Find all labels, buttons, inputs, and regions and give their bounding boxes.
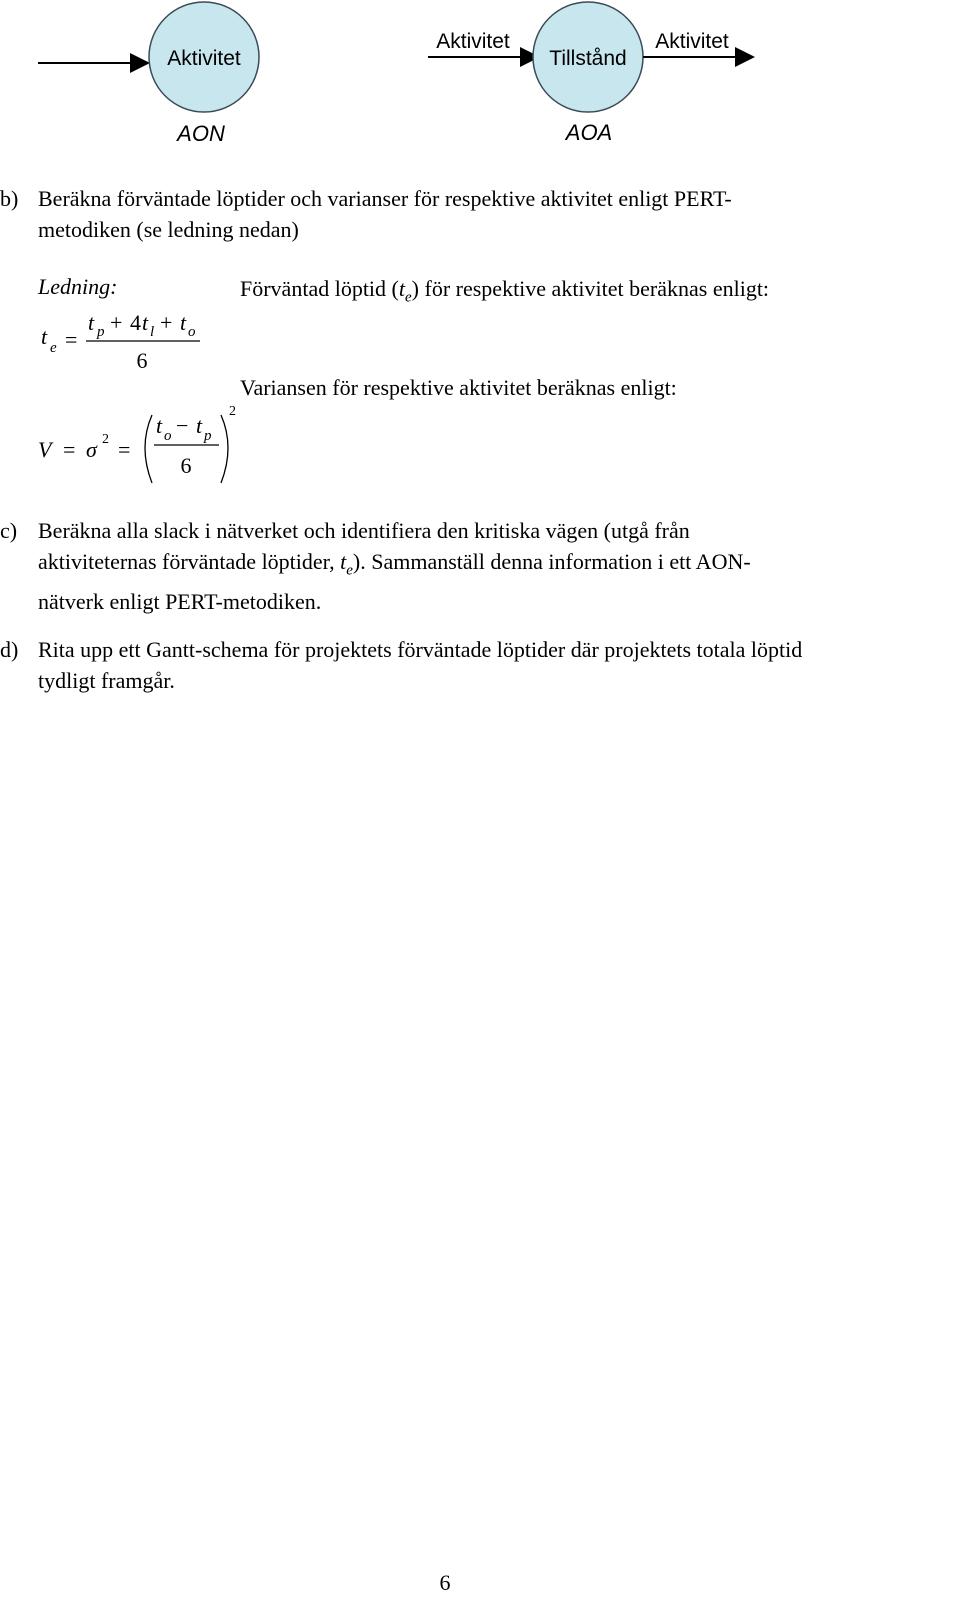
formula-te-num-plus2: + <box>160 310 173 335</box>
formula-v-eq2: = <box>118 437 131 462</box>
hint-label: Ledning: <box>38 274 118 299</box>
expected-text-after: ) för respektive aktivitet beräknas enligt: <box>411 276 770 301</box>
question-d-line2: tydligt framgår. <box>38 668 175 693</box>
question-c-text <box>38 515 958 617</box>
formula-te-num-s3: o <box>188 324 196 340</box>
expected-text-before: Förväntad löptid ( <box>240 276 399 301</box>
formula-v-denominator: 6 <box>180 453 192 478</box>
formula-v-eq1: = <box>63 437 76 462</box>
formula-te <box>0 300 240 380</box>
variance-text: Variansen för respektive aktivitet beräknas enligt: <box>240 375 677 400</box>
formula-variance <box>0 395 260 495</box>
question-b-line1: Beräkna förväntade löptider och varianser för respektive aktivitet enligt PERT- <box>38 186 732 211</box>
network-diagram <box>0 0 960 160</box>
formula-v-num-t2: t <box>196 413 203 438</box>
question-b <box>0 183 960 247</box>
question-c-line2-var: t <box>340 549 347 574</box>
formula-te-equals: = <box>65 327 78 352</box>
formula-te-num-plus1: + <box>110 310 123 335</box>
formula-te-num-coef: 4 <box>130 310 141 335</box>
formula-te-num-t2: t <box>142 310 149 335</box>
expected-duration-text <box>240 273 769 313</box>
aon-caption: AON <box>177 121 225 146</box>
question-b-label: b) <box>0 186 19 211</box>
expected-text-var: t <box>398 276 405 301</box>
aoa-node-label: Tillstånd <box>549 47 627 70</box>
expected-text-sub: e <box>405 289 412 306</box>
formula-v-sigma-exp: 2 <box>102 432 109 447</box>
question-c-line2 <box>38 546 958 586</box>
formula-v-outer-exp: 2 <box>229 404 236 419</box>
formula-v-num-t1: t <box>156 413 163 438</box>
aoa-right-arrow-label: Aktivitet <box>655 30 729 53</box>
formula-te-lhs-sub: e <box>50 340 57 356</box>
formula-te-num-t1: t <box>88 310 95 335</box>
question-c-line2-sub: e <box>346 562 353 579</box>
question-c-line2-before: aktiviteternas förväntade löptider, <box>38 549 341 574</box>
aoa-left-arrow-label: Aktivitet <box>436 30 510 53</box>
question-c-line2-after: ). Sammanställ denna information i ett AON- <box>352 549 751 574</box>
page-number: 6 <box>439 1570 451 1595</box>
question-c-line1: Beräkna alla slack i nätverket och identifiera den kritiska vägen (utgå från <box>38 518 690 543</box>
formula-v-num-s1: o <box>164 428 172 444</box>
formula-v-lhs: V <box>38 437 52 462</box>
question-c <box>0 515 960 615</box>
question-d <box>0 634 960 698</box>
aon-node-label: Aktivitet <box>167 47 241 70</box>
formula-v-sigma: σ <box>86 437 97 462</box>
question-d-text <box>38 634 958 696</box>
question-c-line3: nätverk enligt PERT-metodiken. <box>38 589 322 615</box>
question-b-text <box>38 183 958 245</box>
formula-v-left-paren <box>145 415 152 483</box>
question-c-label: c) <box>0 518 18 543</box>
formula-v-num-s2: p <box>204 428 212 444</box>
aoa-caption: AOA <box>565 120 613 145</box>
formula-te-num-s1: p <box>97 324 105 340</box>
formula-te-num-t3: t <box>180 310 187 335</box>
formula-te-num-s2: l <box>150 324 155 340</box>
question-b-line2: metodiken (se ledning nedan) <box>38 217 299 242</box>
formula-v-right-paren <box>221 415 228 483</box>
question-d-line1: Rita upp ett Gantt-schema för projektets förväntade löptider där projektets totala löptid <box>38 637 803 662</box>
question-d-label: d) <box>0 637 19 662</box>
formula-te-denominator: 6 <box>136 348 148 373</box>
formula-te-lhs: t <box>41 324 48 349</box>
formula-v-minus: − <box>176 413 189 438</box>
